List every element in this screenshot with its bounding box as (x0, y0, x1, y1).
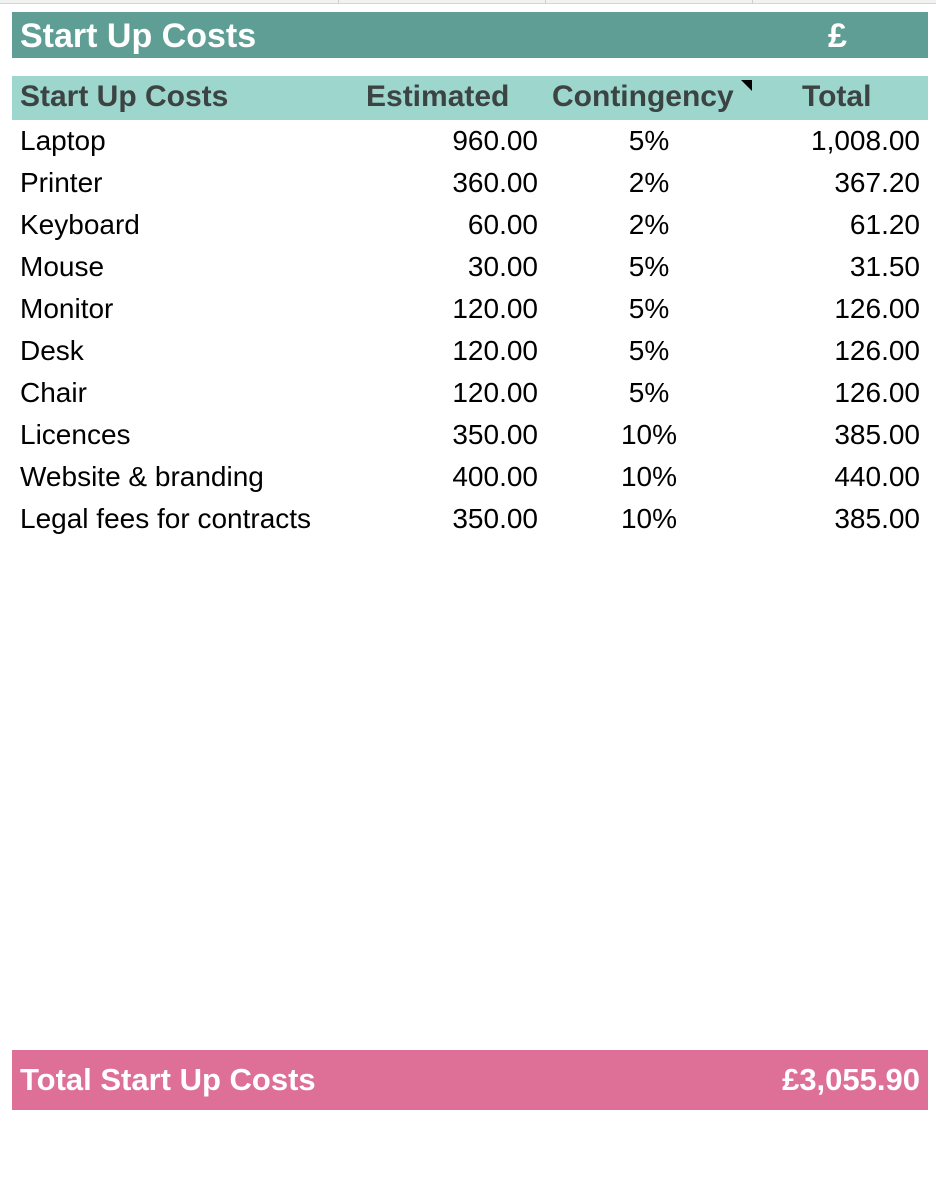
cell-estimated[interactable]: 960.00 (452, 125, 538, 156)
cell-estimated[interactable]: 400.00 (452, 461, 538, 492)
cell-estimated[interactable]: 350.00 (452, 503, 538, 534)
cell-contingency[interactable]: 2% (628, 209, 670, 240)
table-row (12, 500, 928, 542)
cell-total[interactable]: 126.00 (834, 335, 920, 366)
cell-total[interactable]: 1,008.00 (811, 125, 920, 156)
cell-contingency[interactable]: 5% (628, 251, 670, 282)
cell-item[interactable]: Desk (20, 335, 84, 366)
cell-total[interactable]: 440.00 (834, 461, 920, 492)
cell-estimated[interactable]: 360.00 (452, 167, 538, 198)
cell-contingency[interactable]: 2% (628, 167, 670, 198)
cell-total[interactable]: 385.00 (834, 419, 920, 450)
currency-symbol[interactable]: £ (828, 17, 847, 55)
column-header-contingency[interactable]: Contingency (552, 80, 734, 113)
cell-item[interactable]: Chair (20, 377, 87, 408)
cell-item[interactable]: Monitor (20, 293, 114, 324)
column-separator (338, 0, 339, 4)
cell-contingency[interactable]: 5% (628, 335, 670, 366)
column-header-total[interactable]: Total (802, 80, 872, 113)
cell-item[interactable]: Keyboard (20, 209, 140, 240)
table-row (12, 122, 928, 164)
cell-item[interactable]: Laptop (20, 125, 106, 156)
table-row (12, 458, 928, 500)
cell-total[interactable]: 31.50 (849, 251, 920, 282)
cell-estimated[interactable]: 120.00 (452, 335, 538, 366)
table-header (12, 76, 928, 120)
total-bar (12, 1050, 928, 1110)
cell-contingency[interactable]: 5% (628, 125, 670, 156)
cost-table (12, 122, 928, 542)
cell-contingency[interactable]: 10% (620, 461, 678, 492)
table-row (12, 332, 928, 374)
cell-contingency[interactable]: 10% (620, 419, 678, 450)
cell-contingency[interactable]: 5% (628, 377, 670, 408)
cell-total[interactable]: 126.00 (834, 377, 920, 408)
table-row (12, 416, 928, 458)
cell-total[interactable]: 367.20 (834, 167, 920, 198)
sheet-title[interactable]: Start Up Costs (20, 17, 257, 55)
cell-item[interactable]: Legal fees for contracts (20, 503, 312, 534)
column-separator (752, 0, 753, 4)
table-row (12, 206, 928, 248)
cell-total[interactable]: 385.00 (834, 503, 920, 534)
column-header-item[interactable]: Start Up Costs (20, 80, 229, 113)
cell-item[interactable]: Printer (20, 167, 103, 198)
total-label[interactable]: Total Start Up Costs (20, 1062, 316, 1097)
cell-estimated[interactable]: 350.00 (452, 419, 538, 450)
cell-item[interactable]: Website & branding (20, 461, 264, 492)
table-row (12, 374, 928, 416)
cell-contingency[interactable]: 5% (628, 293, 670, 324)
title-bar (12, 12, 928, 58)
cell-item[interactable]: Licences (20, 419, 131, 450)
cell-estimated[interactable]: 60.00 (467, 209, 538, 240)
sheet-gridline (0, 0, 936, 4)
table-row (12, 164, 928, 206)
cell-estimated[interactable]: 120.00 (452, 293, 538, 324)
cell-estimated[interactable]: 120.00 (452, 377, 538, 408)
cell-total[interactable]: 126.00 (834, 293, 920, 324)
cell-estimated[interactable]: 30.00 (467, 251, 538, 282)
total-value[interactable]: £3,055.90 (782, 1062, 920, 1097)
cell-item[interactable]: Mouse (20, 251, 105, 282)
comment-indicator-icon[interactable] (741, 80, 752, 91)
column-header-estimated[interactable]: Estimated (366, 80, 510, 113)
cell-total[interactable]: 61.20 (849, 209, 920, 240)
cell-contingency[interactable]: 10% (620, 503, 678, 534)
table-row (12, 248, 928, 290)
column-separator (545, 0, 546, 4)
table-row (12, 290, 928, 332)
